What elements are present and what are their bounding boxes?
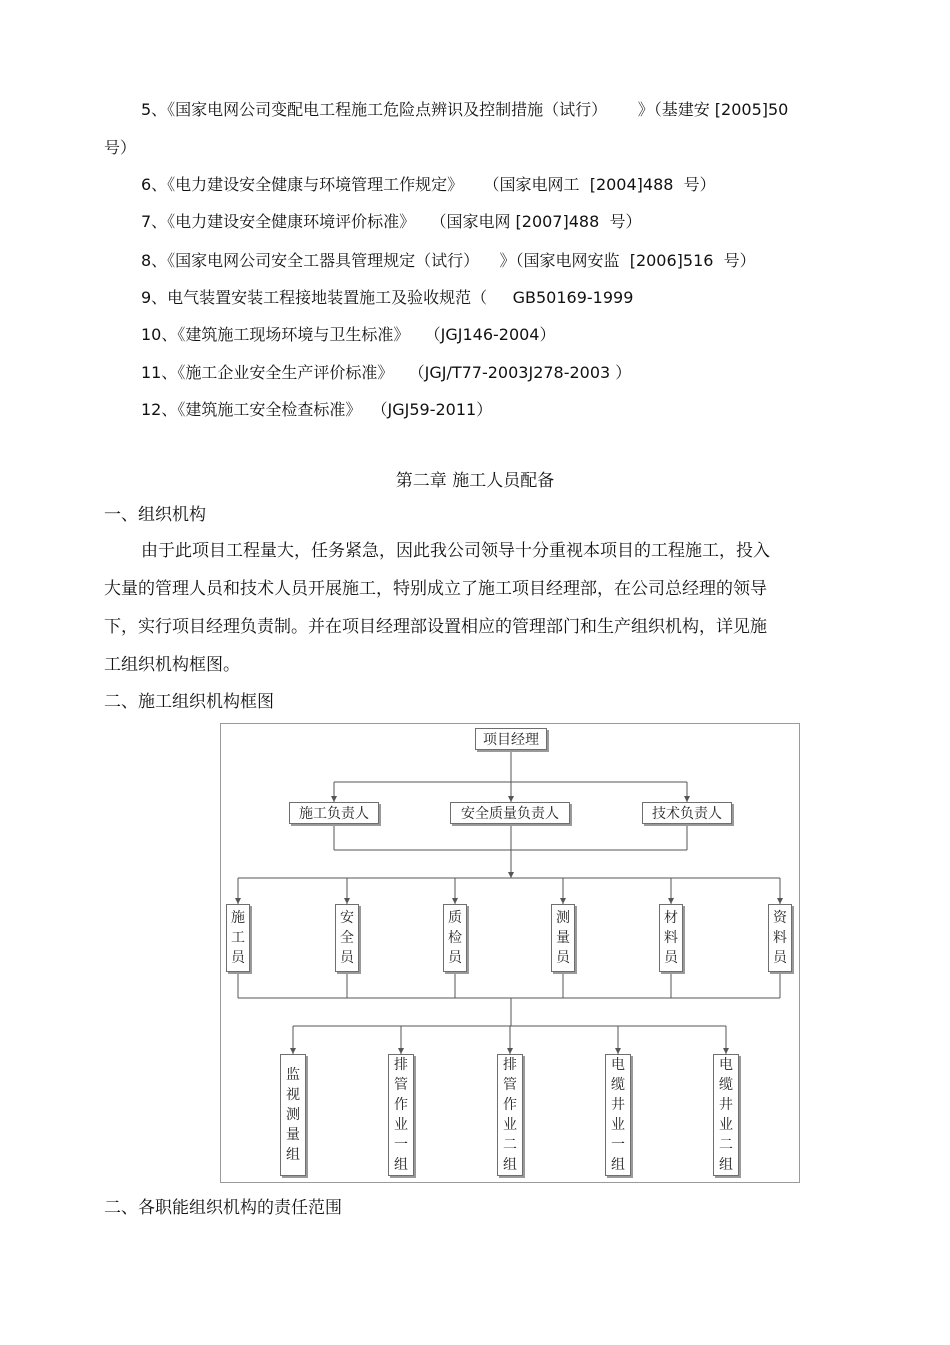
- box-construction-lead: 施工负责人: [289, 802, 379, 824]
- section-heading-org-chart: 二、施工组织机构框图: [104, 692, 274, 712]
- box-safety-officer: 安 全 员: [335, 904, 359, 972]
- paragraph-line-1: 由于此项目工程量大，任务紧急，因此我公司领导十分重视本项目的工程施工，投入: [141, 541, 770, 561]
- reference-6: 6、《电力建设安全健康与环境管理工作规定》 （国家电网工 [2004]488 号）: [141, 175, 716, 194]
- box-construction-worker: 施 工 员: [226, 904, 250, 972]
- reference-11: 11、《施工企业安全生产评价标准》 （JGJ/T77-2003J278-2003 ）: [141, 363, 632, 382]
- box-project-manager: 项目经理: [475, 728, 547, 750]
- box-materials-officer: 材 料 员: [659, 904, 683, 972]
- reference-8: 8、《国家电网公司安全工器具管理规定（试行） 》（国家电网安监 [2006]516 号）: [141, 251, 756, 270]
- paragraph-line-4: 工组织机构框图。: [104, 655, 240, 675]
- chapter-title: 第二章 施工人员配备: [395, 471, 555, 491]
- box-cable-well-group-2: 电 缆 井 业 二 组: [713, 1054, 739, 1176]
- box-monitoring-survey-group: 监 视 测 量 组: [280, 1054, 306, 1176]
- section-heading-organization: 一、组织机构: [104, 505, 206, 525]
- reference-9: 9、电气装置安装工程接地装置施工及验收规范（ GB50169-1999: [141, 288, 634, 307]
- reference-12: 12、《建筑施工安全检查标准》 （JGJ59-2011）: [141, 400, 493, 419]
- reference-10: 10、《建筑施工现场环境与卫生标准》 （JGJ146-2004）: [141, 325, 556, 344]
- box-quality-inspector: 质 检 员: [443, 904, 467, 972]
- box-cable-well-group-1: 电 缆 井 业 一 组: [605, 1054, 631, 1176]
- box-records-officer: 资 料 员: [768, 904, 792, 972]
- reference-5-line1: 5、《国家电网公司变配电工程施工危险点辨识及控制措施（试行） 》（基建安 [2005]50: [141, 100, 789, 119]
- box-technical-lead: 技术负责人: [642, 802, 732, 824]
- reference-5-line2: 号）: [104, 138, 137, 157]
- box-pipe-group-1: 排 管 作 业 一 组: [388, 1054, 414, 1176]
- box-surveyor: 测 量 员: [551, 904, 575, 972]
- paragraph-line-3: 下，实行项目经理负责制。并在项目经理部设置相应的管理部门和生产组织机构，详见施: [104, 617, 767, 637]
- box-pipe-group-2: 排 管 作 业 二 组: [497, 1054, 523, 1176]
- org-chart: [220, 723, 800, 1183]
- section-heading-responsibilities: 二、各职能组织机构的责任范围: [104, 1198, 342, 1218]
- reference-7: 7、《电力建设安全健康环境评价标准》 （国家电网 [2007]488 号）: [141, 212, 642, 231]
- connector-arrow-11: [508, 872, 514, 878]
- box-safety-quality-lead: 安全质量负责人: [450, 802, 570, 824]
- paragraph-line-2: 大量的管理人员和技术人员开展施工，特别成立了施工项目经理部，在公司总经理的领导: [104, 579, 767, 599]
